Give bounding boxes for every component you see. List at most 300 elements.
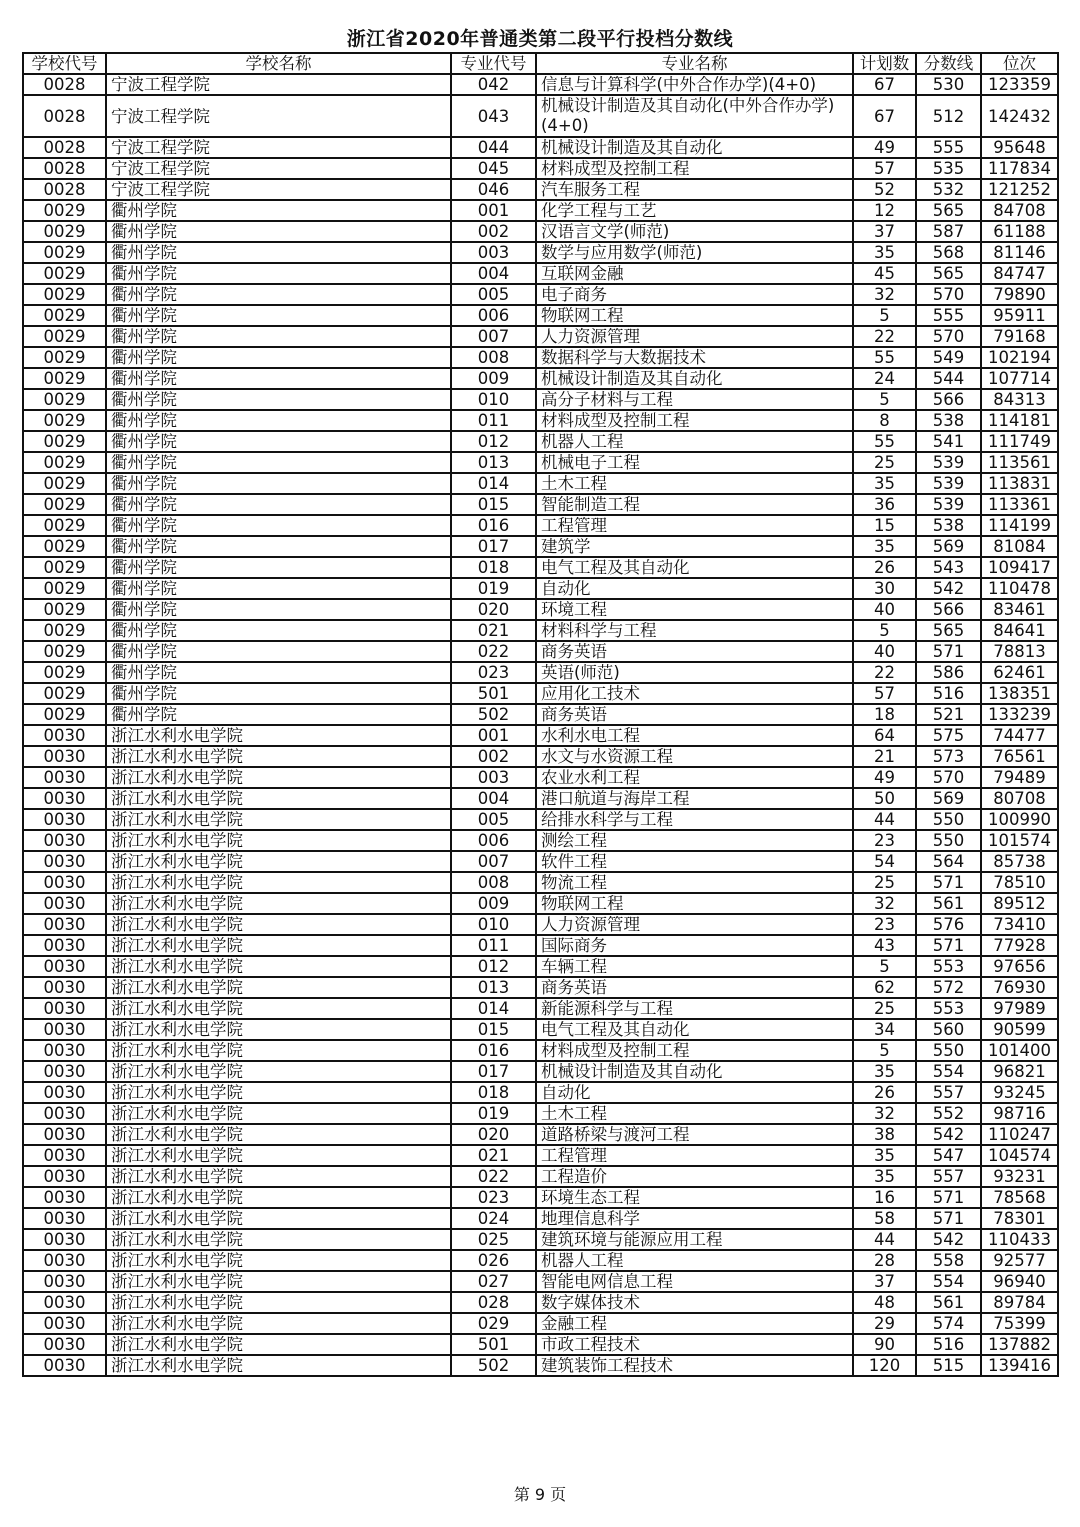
cell-plan-count: 32	[853, 1103, 916, 1124]
table-row	[23, 662, 1058, 683]
cell-school-code: 0030	[23, 1040, 106, 1061]
cell-major-code: 043	[451, 95, 536, 137]
cell-major-code: 006	[451, 305, 536, 326]
cell-major-name: 智能电网信息工程	[536, 1271, 853, 1292]
cell-school-name: 浙江水利水电学院	[106, 977, 451, 998]
cell-score-line: 571	[916, 641, 981, 662]
cell-plan-count: 26	[853, 557, 916, 578]
cell-plan-count: 49	[853, 767, 916, 788]
cell-score-line: 512	[916, 95, 981, 137]
cell-major-code: 007	[451, 326, 536, 347]
cell-major-code: 028	[451, 1292, 536, 1313]
cell-school-code: 0029	[23, 536, 106, 557]
cell-rank: 133239	[981, 704, 1058, 725]
cell-major-name: 工程管理	[536, 1145, 853, 1166]
cell-major-code: 006	[451, 830, 536, 851]
header-school-name: 学校名称	[106, 53, 451, 74]
cell-major-name: 建筑环境与能源应用工程	[536, 1229, 853, 1250]
cell-school-name: 浙江水利水电学院	[106, 1103, 451, 1124]
cell-rank: 138351	[981, 683, 1058, 704]
cell-major-name: 机械设计制造及其自动化	[536, 1061, 853, 1082]
cell-school-code: 0029	[23, 263, 106, 284]
cell-major-name: 商务英语	[536, 704, 853, 725]
cell-rank: 90599	[981, 1019, 1058, 1040]
cell-score-line: 543	[916, 557, 981, 578]
cell-score-line: 542	[916, 1229, 981, 1250]
cell-score-line: 566	[916, 389, 981, 410]
cell-score-line: 542	[916, 578, 981, 599]
cell-score-line: 573	[916, 746, 981, 767]
cell-school-code: 0029	[23, 368, 106, 389]
table-row	[23, 998, 1058, 1019]
cell-major-code: 017	[451, 1061, 536, 1082]
cell-plan-count: 54	[853, 851, 916, 872]
table-row	[23, 221, 1058, 242]
cell-rank: 93245	[981, 1082, 1058, 1103]
cell-score-line: 516	[916, 683, 981, 704]
cell-plan-count: 48	[853, 1292, 916, 1313]
cell-rank: 95911	[981, 305, 1058, 326]
header-major-name: 专业名称	[536, 53, 853, 74]
cell-school-code: 0030	[23, 1082, 106, 1103]
cell-school-name: 浙江水利水电学院	[106, 935, 451, 956]
cell-major-name: 商务英语	[536, 977, 853, 998]
cell-major-name: 软件工程	[536, 851, 853, 872]
cell-rank: 75399	[981, 1313, 1058, 1334]
table-row	[23, 263, 1058, 284]
cell-major-name: 人力资源管理	[536, 914, 853, 935]
table-row	[23, 1271, 1058, 1292]
cell-plan-count: 43	[853, 935, 916, 956]
table-row	[23, 1103, 1058, 1124]
cell-plan-count: 5	[853, 389, 916, 410]
cell-rank: 84313	[981, 389, 1058, 410]
cell-rank: 78510	[981, 872, 1058, 893]
cell-score-line: 554	[916, 1271, 981, 1292]
cell-plan-count: 28	[853, 1250, 916, 1271]
cell-major-code: 026	[451, 1250, 536, 1271]
cell-plan-count: 45	[853, 263, 916, 284]
cell-school-code: 0030	[23, 1229, 106, 1250]
cell-plan-count: 18	[853, 704, 916, 725]
cell-rank: 77928	[981, 935, 1058, 956]
cell-score-line: 550	[916, 1040, 981, 1061]
cell-school-name: 浙江水利水电学院	[106, 1313, 451, 1334]
cell-major-name: 机器人工程	[536, 1250, 853, 1271]
cell-plan-count: 35	[853, 242, 916, 263]
cell-plan-count: 90	[853, 1334, 916, 1355]
cell-rank: 73410	[981, 914, 1058, 935]
cell-school-code: 0030	[23, 872, 106, 893]
cell-score-line: 570	[916, 767, 981, 788]
cell-score-line: 552	[916, 1103, 981, 1124]
cell-major-code: 046	[451, 179, 536, 200]
table-row	[23, 914, 1058, 935]
cell-major-name: 国际商务	[536, 935, 853, 956]
cell-plan-count: 58	[853, 1208, 916, 1229]
cell-rank: 92577	[981, 1250, 1058, 1271]
table-row	[23, 1187, 1058, 1208]
cell-score-line: 560	[916, 1019, 981, 1040]
cell-rank: 114199	[981, 515, 1058, 536]
cell-rank: 80708	[981, 788, 1058, 809]
cell-plan-count: 35	[853, 536, 916, 557]
table-row	[23, 641, 1058, 662]
cell-plan-count: 29	[853, 1313, 916, 1334]
cell-major-name: 机械设计制造及其自动化(中外合作办学)(4+0)	[536, 95, 853, 137]
cell-school-code: 0029	[23, 326, 106, 347]
cell-major-code: 020	[451, 1124, 536, 1145]
cell-major-name: 材料成型及控制工程	[536, 1040, 853, 1061]
cell-school-name: 宁波工程学院	[106, 179, 451, 200]
cell-score-line: 571	[916, 1187, 981, 1208]
cell-major-code: 022	[451, 1166, 536, 1187]
cell-school-name: 衢州学院	[106, 704, 451, 725]
cell-school-name: 浙江水利水电学院	[106, 1229, 451, 1250]
cell-school-code: 0029	[23, 662, 106, 683]
cell-school-code: 0030	[23, 767, 106, 788]
cell-score-line: 521	[916, 704, 981, 725]
cell-rank: 76930	[981, 977, 1058, 998]
cell-score-line: 575	[916, 725, 981, 746]
table-row	[23, 452, 1058, 473]
cell-school-code: 0030	[23, 977, 106, 998]
cell-school-code: 0029	[23, 200, 106, 221]
cell-major-code: 013	[451, 452, 536, 473]
header-rank: 位次	[981, 53, 1058, 74]
cell-major-name: 商务英语	[536, 641, 853, 662]
table-row	[23, 935, 1058, 956]
cell-major-name: 机器人工程	[536, 431, 853, 452]
cell-school-code: 0030	[23, 1061, 106, 1082]
cell-score-line: 555	[916, 305, 981, 326]
table-row	[23, 1208, 1058, 1229]
cell-score-line: 530	[916, 74, 981, 95]
table-row	[23, 1019, 1058, 1040]
cell-score-line: 564	[916, 851, 981, 872]
cell-major-name: 土木工程	[536, 1103, 853, 1124]
cell-school-code: 0029	[23, 410, 106, 431]
cell-plan-count: 57	[853, 683, 916, 704]
table-row	[23, 599, 1058, 620]
cell-rank: 96821	[981, 1061, 1058, 1082]
cell-major-name: 环境工程	[536, 599, 853, 620]
cell-major-name: 道路桥梁与渡河工程	[536, 1124, 853, 1145]
cell-school-name: 衢州学院	[106, 536, 451, 557]
cell-major-name: 农业水利工程	[536, 767, 853, 788]
cell-school-code: 0030	[23, 1313, 106, 1334]
cell-major-name: 建筑学	[536, 536, 853, 557]
cell-plan-count: 25	[853, 452, 916, 473]
cell-school-code: 0029	[23, 284, 106, 305]
cell-major-code: 008	[451, 872, 536, 893]
cell-rank: 83461	[981, 599, 1058, 620]
cell-major-code: 014	[451, 473, 536, 494]
table-row	[23, 1124, 1058, 1145]
cell-major-code: 019	[451, 1103, 536, 1124]
cell-score-line: 538	[916, 410, 981, 431]
cell-school-name: 浙江水利水电学院	[106, 1250, 451, 1271]
cell-major-code: 001	[451, 200, 536, 221]
cell-school-code: 0030	[23, 851, 106, 872]
cell-school-code: 0029	[23, 704, 106, 725]
cell-plan-count: 37	[853, 1271, 916, 1292]
cell-school-code: 0030	[23, 893, 106, 914]
cell-school-code: 0030	[23, 914, 106, 935]
cell-rank: 104574	[981, 1145, 1058, 1166]
table-row	[23, 578, 1058, 599]
cell-major-name: 车辆工程	[536, 956, 853, 977]
cell-plan-count: 52	[853, 179, 916, 200]
cell-rank: 98716	[981, 1103, 1058, 1124]
cell-school-code: 0029	[23, 515, 106, 536]
cell-school-code: 0029	[23, 389, 106, 410]
cell-rank: 97656	[981, 956, 1058, 977]
cell-plan-count: 15	[853, 515, 916, 536]
cell-school-name: 浙江水利水电学院	[106, 1082, 451, 1103]
cell-rank: 109417	[981, 557, 1058, 578]
cell-school-name: 宁波工程学院	[106, 95, 451, 137]
cell-major-name: 数学与应用数学(师范)	[536, 242, 853, 263]
cell-rank: 107714	[981, 368, 1058, 389]
cell-plan-count: 120	[853, 1355, 916, 1376]
cell-school-code: 0028	[23, 95, 106, 137]
cell-school-name: 衢州学院	[106, 263, 451, 284]
header-major-code: 专业代号	[451, 53, 536, 74]
cell-school-name: 浙江水利水电学院	[106, 998, 451, 1019]
cell-rank: 117834	[981, 158, 1058, 179]
cell-school-name: 宁波工程学院	[106, 158, 451, 179]
cell-school-code: 0029	[23, 578, 106, 599]
cell-rank: 110433	[981, 1229, 1058, 1250]
cell-school-name: 衢州学院	[106, 221, 451, 242]
cell-score-line: 571	[916, 872, 981, 893]
table-row	[23, 893, 1058, 914]
cell-major-code: 010	[451, 914, 536, 935]
cell-rank: 114181	[981, 410, 1058, 431]
cell-major-name: 应用化工技术	[536, 683, 853, 704]
cell-plan-count: 22	[853, 662, 916, 683]
table-row	[23, 809, 1058, 830]
cell-score-line: 550	[916, 809, 981, 830]
cell-plan-count: 12	[853, 200, 916, 221]
cell-school-code: 0030	[23, 746, 106, 767]
cell-rank: 100990	[981, 809, 1058, 830]
table-row	[23, 1166, 1058, 1187]
cell-major-code: 012	[451, 431, 536, 452]
cell-school-code: 0029	[23, 641, 106, 662]
cell-school-code: 0030	[23, 998, 106, 1019]
cell-plan-count: 50	[853, 788, 916, 809]
cell-school-name: 衢州学院	[106, 494, 451, 515]
cell-score-line: 569	[916, 788, 981, 809]
cell-major-code: 017	[451, 536, 536, 557]
cell-school-code: 0030	[23, 1166, 106, 1187]
cell-major-code: 018	[451, 557, 536, 578]
cell-major-name: 智能制造工程	[536, 494, 853, 515]
cell-major-name: 汉语言文学(师范)	[536, 221, 853, 242]
admission-score-table	[22, 52, 1059, 1377]
cell-school-code: 0030	[23, 1334, 106, 1355]
cell-plan-count: 26	[853, 1082, 916, 1103]
cell-plan-count: 5	[853, 620, 916, 641]
cell-school-name: 衢州学院	[106, 557, 451, 578]
header-school-code: 学校代号	[23, 53, 106, 74]
cell-plan-count: 35	[853, 1166, 916, 1187]
cell-plan-count: 57	[853, 158, 916, 179]
cell-rank: 89784	[981, 1292, 1058, 1313]
cell-score-line: 571	[916, 1208, 981, 1229]
cell-school-code: 0028	[23, 137, 106, 158]
cell-rank: 96940	[981, 1271, 1058, 1292]
cell-major-name: 地理信息科学	[536, 1208, 853, 1229]
cell-major-code: 027	[451, 1271, 536, 1292]
cell-major-code: 016	[451, 515, 536, 536]
cell-major-code: 044	[451, 137, 536, 158]
cell-rank: 95648	[981, 137, 1058, 158]
cell-school-name: 浙江水利水电学院	[106, 746, 451, 767]
cell-plan-count: 67	[853, 74, 916, 95]
cell-major-name: 信息与计算科学(中外合作办学)(4+0)	[536, 74, 853, 95]
cell-major-code: 008	[451, 347, 536, 368]
cell-school-name: 衢州学院	[106, 368, 451, 389]
table-row	[23, 284, 1058, 305]
cell-school-code: 0030	[23, 788, 106, 809]
cell-rank: 61188	[981, 221, 1058, 242]
table-row	[23, 1355, 1058, 1376]
cell-major-code: 009	[451, 893, 536, 914]
table-row	[23, 1229, 1058, 1250]
cell-score-line: 553	[916, 998, 981, 1019]
cell-school-name: 浙江水利水电学院	[106, 1187, 451, 1208]
cell-major-code: 045	[451, 158, 536, 179]
cell-major-name: 土木工程	[536, 473, 853, 494]
cell-school-name: 浙江水利水电学院	[106, 914, 451, 935]
cell-school-name: 浙江水利水电学院	[106, 830, 451, 851]
table-row	[23, 746, 1058, 767]
table-row	[23, 368, 1058, 389]
table-header-row	[23, 53, 1058, 74]
cell-major-code: 042	[451, 74, 536, 95]
cell-school-code: 0029	[23, 683, 106, 704]
cell-major-name: 电气工程及其自动化	[536, 557, 853, 578]
cell-major-name: 机械设计制造及其自动化	[536, 137, 853, 158]
cell-school-code: 0030	[23, 1271, 106, 1292]
cell-school-name: 浙江水利水电学院	[106, 893, 451, 914]
cell-school-name: 浙江水利水电学院	[106, 725, 451, 746]
cell-major-code: 024	[451, 1208, 536, 1229]
cell-plan-count: 25	[853, 872, 916, 893]
cell-plan-count: 23	[853, 914, 916, 935]
table-row	[23, 179, 1058, 200]
cell-major-code: 002	[451, 221, 536, 242]
cell-score-line: 557	[916, 1082, 981, 1103]
cell-score-line: 558	[916, 1250, 981, 1271]
cell-plan-count: 30	[853, 578, 916, 599]
cell-school-name: 浙江水利水电学院	[106, 956, 451, 977]
cell-rank: 62461	[981, 662, 1058, 683]
cell-rank: 84708	[981, 200, 1058, 221]
cell-school-name: 浙江水利水电学院	[106, 1292, 451, 1313]
cell-rank: 78301	[981, 1208, 1058, 1229]
cell-school-code: 0029	[23, 452, 106, 473]
cell-school-name: 浙江水利水电学院	[106, 851, 451, 872]
table-row	[23, 347, 1058, 368]
cell-major-name: 给排水科学与工程	[536, 809, 853, 830]
cell-major-code: 001	[451, 725, 536, 746]
cell-school-name: 衢州学院	[106, 599, 451, 620]
cell-major-code: 018	[451, 1082, 536, 1103]
cell-school-name: 衢州学院	[106, 431, 451, 452]
cell-rank: 113361	[981, 494, 1058, 515]
cell-school-name: 浙江水利水电学院	[106, 1208, 451, 1229]
cell-school-code: 0029	[23, 599, 106, 620]
cell-plan-count: 38	[853, 1124, 916, 1145]
cell-major-name: 材料成型及控制工程	[536, 410, 853, 431]
table-row	[23, 137, 1058, 158]
cell-score-line: 553	[916, 956, 981, 977]
cell-major-name: 高分子材料与工程	[536, 389, 853, 410]
cell-rank: 81146	[981, 242, 1058, 263]
cell-school-code: 0030	[23, 1187, 106, 1208]
table-row	[23, 515, 1058, 536]
table-row	[23, 1082, 1058, 1103]
cell-major-code: 021	[451, 1145, 536, 1166]
cell-school-code: 0029	[23, 242, 106, 263]
cell-major-code: 015	[451, 494, 536, 515]
cell-plan-count: 23	[853, 830, 916, 851]
table-row	[23, 851, 1058, 872]
cell-rank: 81084	[981, 536, 1058, 557]
cell-school-code: 0028	[23, 179, 106, 200]
cell-school-name: 衢州学院	[106, 410, 451, 431]
cell-score-line: 515	[916, 1355, 981, 1376]
cell-score-line: 565	[916, 263, 981, 284]
cell-school-code: 0030	[23, 1355, 106, 1376]
cell-major-name: 物流工程	[536, 872, 853, 893]
cell-score-line: 542	[916, 1124, 981, 1145]
cell-rank: 110478	[981, 578, 1058, 599]
page-title: 浙江省2020年普通类第二段平行投档分数线	[346, 28, 734, 50]
cell-major-code: 015	[451, 1019, 536, 1040]
cell-major-name: 机械设计制造及其自动化	[536, 368, 853, 389]
cell-major-name: 新能源科学与工程	[536, 998, 853, 1019]
table-row	[23, 1313, 1058, 1334]
cell-school-code: 0030	[23, 1208, 106, 1229]
table-row	[23, 326, 1058, 347]
table-row	[23, 683, 1058, 704]
cell-score-line: 587	[916, 221, 981, 242]
cell-major-code: 005	[451, 809, 536, 830]
cell-plan-count: 64	[853, 725, 916, 746]
cell-school-code: 0029	[23, 221, 106, 242]
cell-rank: 97989	[981, 998, 1058, 1019]
cell-school-name: 衢州学院	[106, 389, 451, 410]
cell-rank: 79890	[981, 284, 1058, 305]
cell-school-name: 衢州学院	[106, 641, 451, 662]
table-row	[23, 1292, 1058, 1313]
cell-school-code: 0029	[23, 557, 106, 578]
cell-major-code: 022	[451, 641, 536, 662]
cell-rank: 89512	[981, 893, 1058, 914]
cell-school-name: 浙江水利水电学院	[106, 809, 451, 830]
table-row	[23, 1250, 1058, 1271]
cell-score-line: 544	[916, 368, 981, 389]
cell-score-line: 554	[916, 1061, 981, 1082]
cell-plan-count: 67	[853, 95, 916, 137]
cell-school-name: 衢州学院	[106, 578, 451, 599]
header-plan-count: 计划数	[853, 53, 916, 74]
